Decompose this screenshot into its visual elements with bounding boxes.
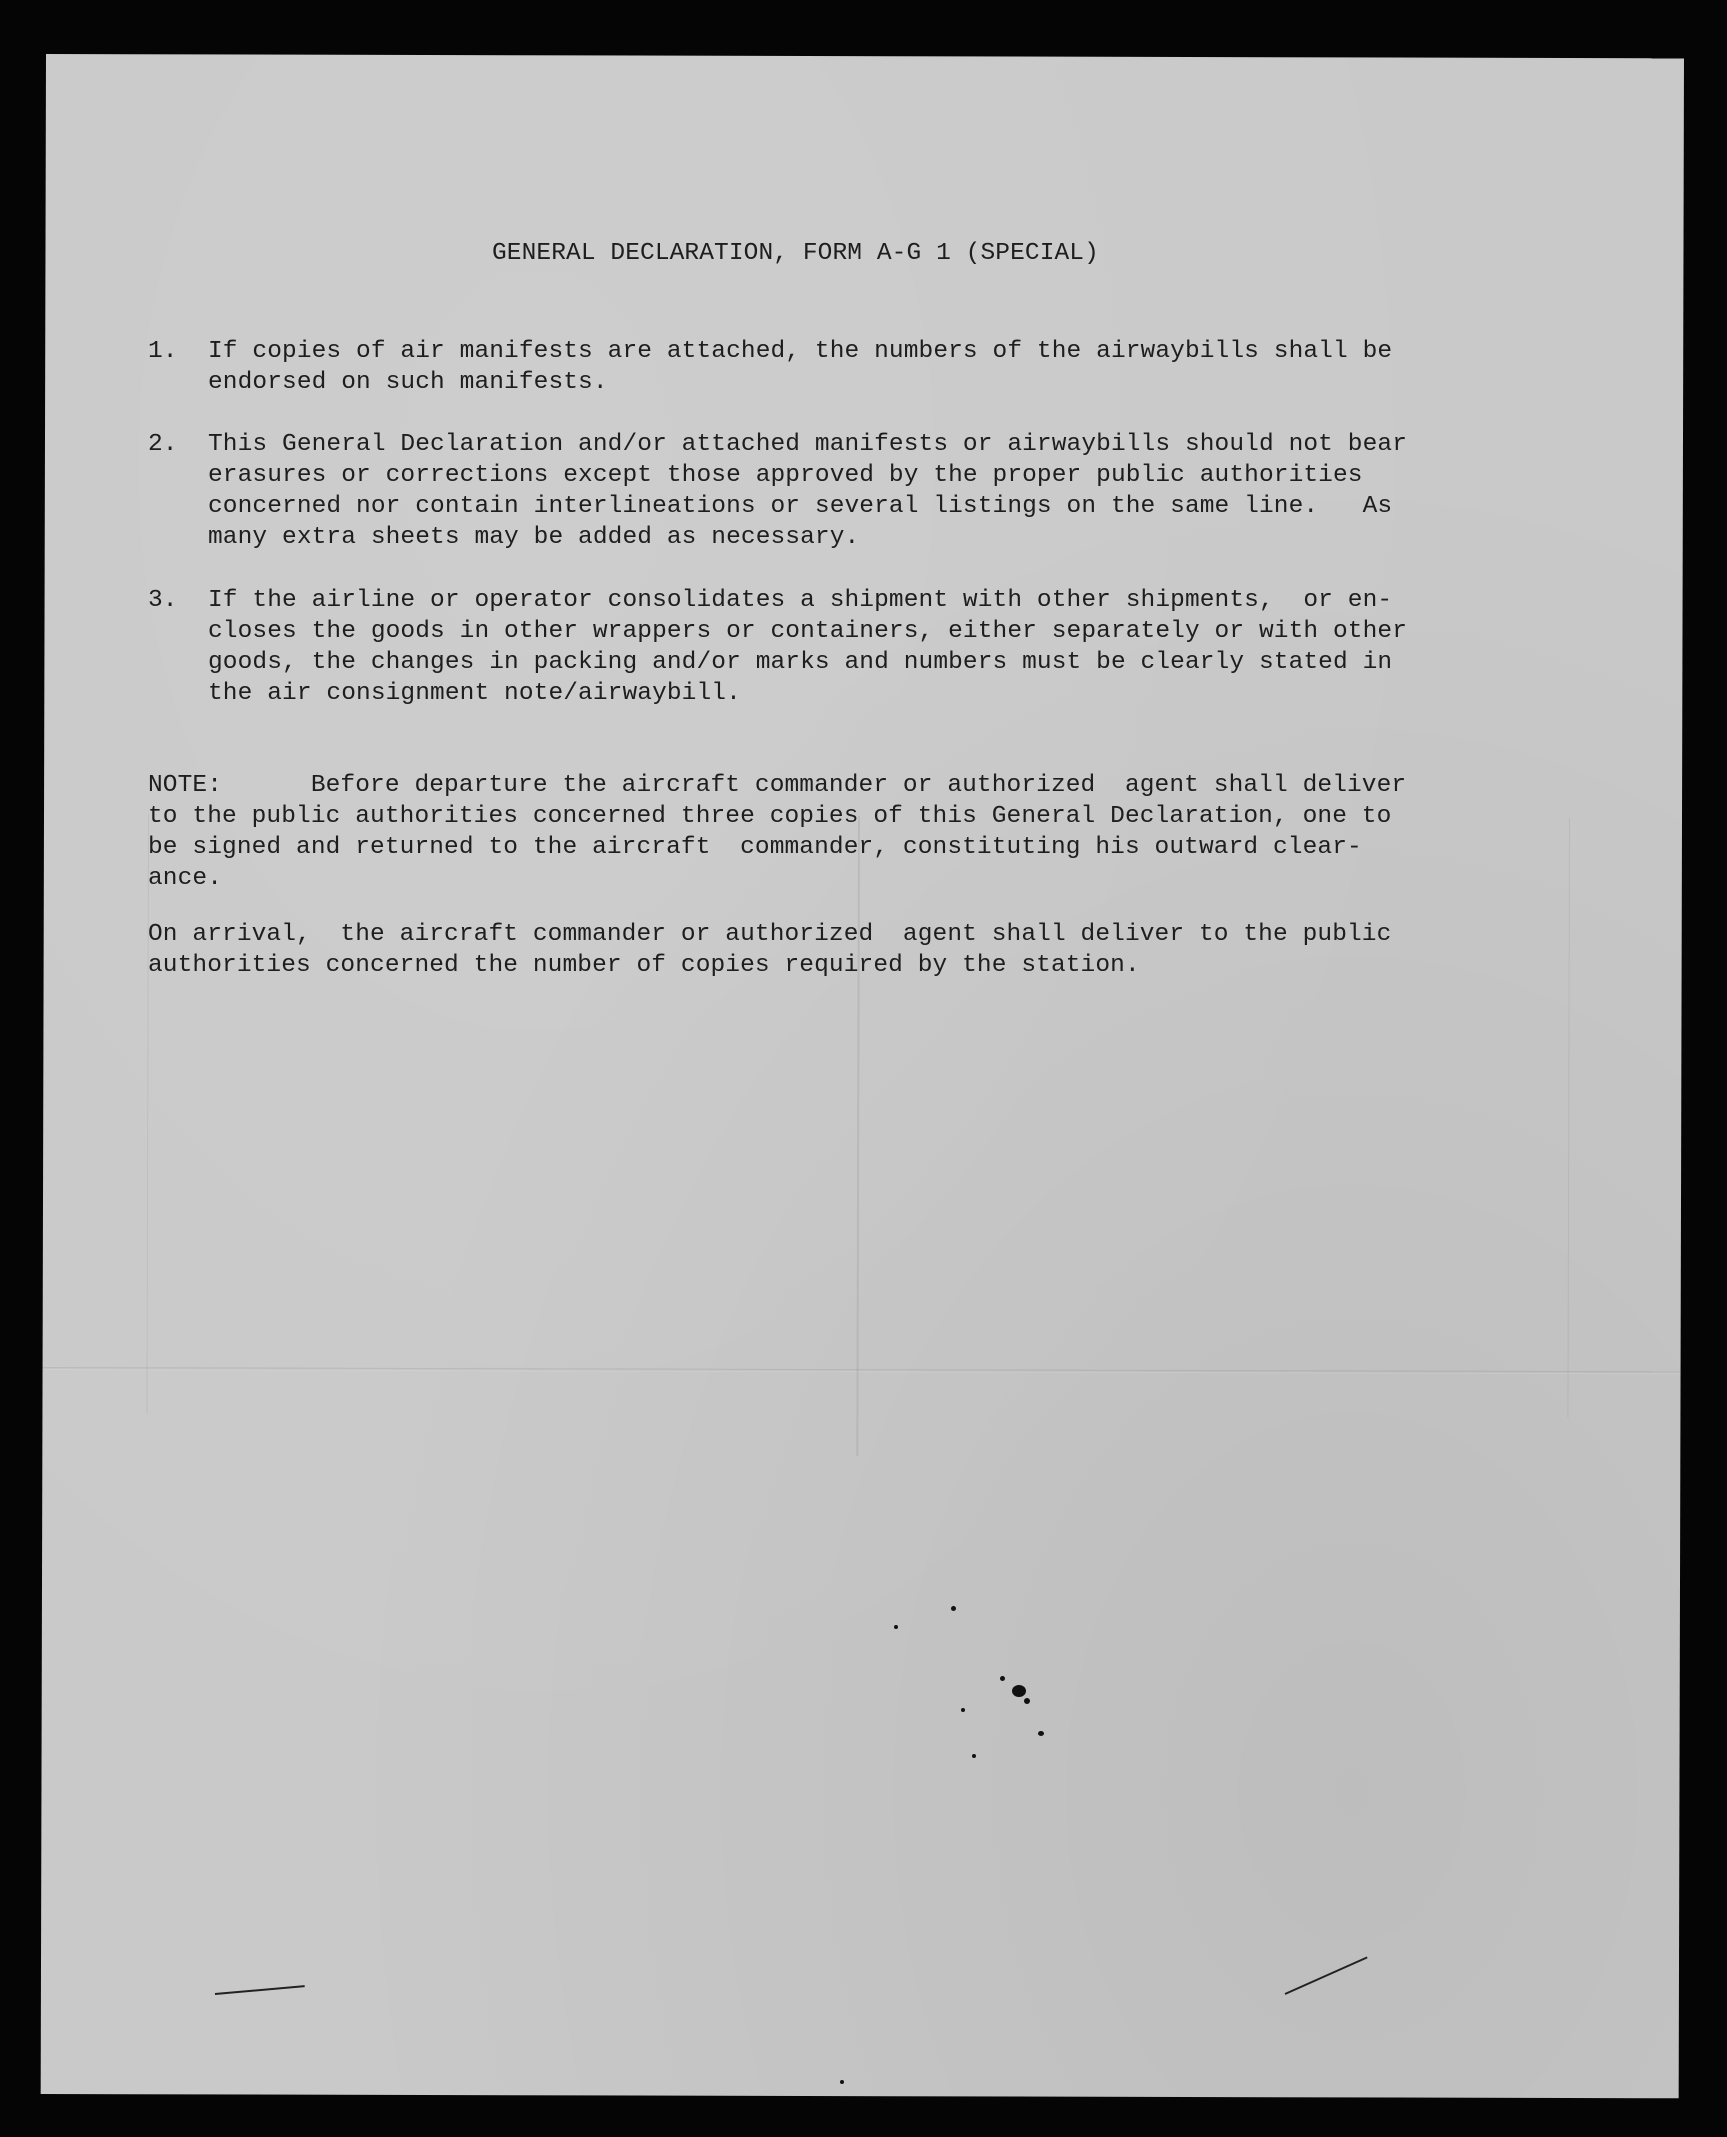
item-number: 3. xyxy=(148,587,178,614)
item-line: If copies of air manifests are attached, the numbers of the airwaybills shall be xyxy=(208,338,1393,365)
note-line: be signed and returned to the aircraft commander, constituting his outward clear- xyxy=(148,834,1362,861)
ink-speck xyxy=(1038,1731,1044,1736)
arrival-line: On arrival, the aircraft commander or authorized agent shall deliver to the public xyxy=(148,921,1392,948)
item-number: 2. xyxy=(148,431,178,458)
instruction-item-3 xyxy=(148,585,1548,707)
ink-speck xyxy=(840,2080,844,2084)
instruction-item-1 xyxy=(148,336,1548,429)
ink-speck xyxy=(972,1754,976,1758)
item-line: concerned nor contain interlineations or several listings on the same line. As xyxy=(208,493,1393,520)
arrival-line: authorities concerned the number of copies required by the station. xyxy=(148,952,1140,979)
note-line: to the public authorities concerned three copies of this General Declaration, one to xyxy=(148,803,1392,830)
ink-speck xyxy=(894,1625,898,1629)
item-number: 1. xyxy=(148,338,178,365)
item-line: the air consignment note/airwaybill. xyxy=(208,680,741,707)
item-line: closes the goods in other wrappers or containers, either separately or with other xyxy=(208,618,1407,645)
ink-speck xyxy=(1000,1676,1005,1681)
item-line: endorsed on such manifests. xyxy=(208,369,608,396)
item-text xyxy=(208,585,1407,709)
item-line: erasures or corrections except those approved by the proper public authorities xyxy=(208,462,1363,489)
arrival-paragraph xyxy=(148,919,1391,981)
item-text xyxy=(208,336,1392,398)
note-paragraph xyxy=(148,770,1406,894)
note-line: ance. xyxy=(148,865,223,892)
item-line: many extra sheets may be added as necessary. xyxy=(208,524,860,551)
document-title: GENERAL DECLARATION, FORM A-G 1 (SPECIAL) xyxy=(492,240,1099,267)
item-text xyxy=(208,429,1407,553)
item-line: If the airline or operator consolidates a shipment with other shipments, or en- xyxy=(208,587,1393,614)
note-line: NOTE: Before departure the aircraft commander or authorized agent shall deliver xyxy=(148,772,1407,799)
instruction-item-2 xyxy=(148,429,1548,551)
item-line: goods, the changes in packing and/or marks and numbers must be clearly stated in xyxy=(208,649,1393,676)
item-line: This General Declaration and/or attached manifests or airwaybills should not bear xyxy=(208,431,1407,458)
ink-speck xyxy=(1012,1685,1026,1697)
ink-speck xyxy=(961,1708,965,1712)
ink-speck xyxy=(1024,1698,1030,1704)
ink-speck xyxy=(951,1606,956,1611)
